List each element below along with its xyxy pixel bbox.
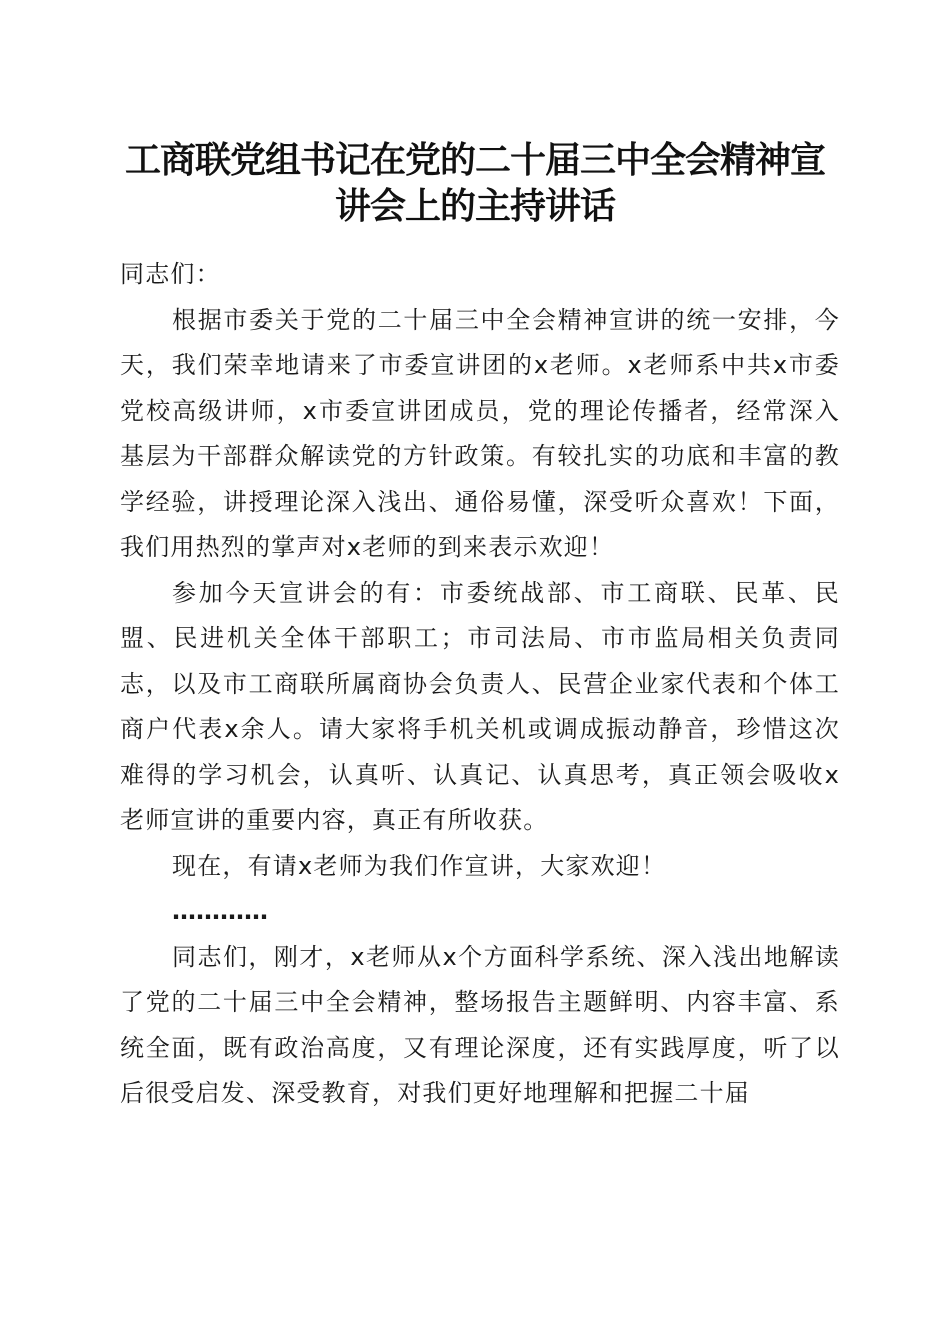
paragraph-invitation: 现在，有请x老师为我们作宣讲，大家欢迎！	[172, 851, 667, 880]
title-line-1: 工商联党组书记在党的二十届三中全会精神宣	[124, 139, 825, 181]
ellipsis-separator: …………	[172, 897, 268, 925]
document-body	[120, 252, 840, 1117]
paragraph-arrangement: 根据市委关于党的二十届三中全会精神宣讲的统一安排，今天，我们荣幸地请来了市委宣讲团的x老师。x老师系中共x市委党校高级讲师，x市委宣讲团成员，党的理论传播者，经常深入基层为干部群众解读党的方针政策。有较扎实的功底和丰富的教学经验，讲授理论深入浅出、通俗易懂，深受听众喜欢！下面，我们用热烈的掌声对x老师的到来表示欢迎！	[120, 305, 840, 561]
salutation: 同志们：	[120, 260, 221, 288]
document-title	[100, 137, 850, 229]
paragraph-closing: 同志们，刚才，x老师从x个方面科学系统、深入浅出地解读了党的二十届三中全会精神，整场报告主题鲜明、内容丰富、系统全面，既有政治高度，又有理论深度，还有实践厚度，听了以后很受启发、深受教育，对我们更好地理解和把握二十届	[120, 942, 840, 1107]
paragraph-attendees: 参加今天宣讲会的有：市委统战部、市工商联、民革、民盟、民进机关全体干部职工；市司法局、市市监局相关负责同志，以及市工商联所属商协会负责人、民营企业家代表和个体工商户代表x余人。请大家将手机关机或调成振动静音，珍惜这次难得的学习机会，认真听、认真记、认真思考，真正领会吸收x老师宣讲的重要内容，真正有所收获。	[120, 578, 840, 834]
title-line-2: 讲会上的主持讲话	[334, 185, 615, 227]
